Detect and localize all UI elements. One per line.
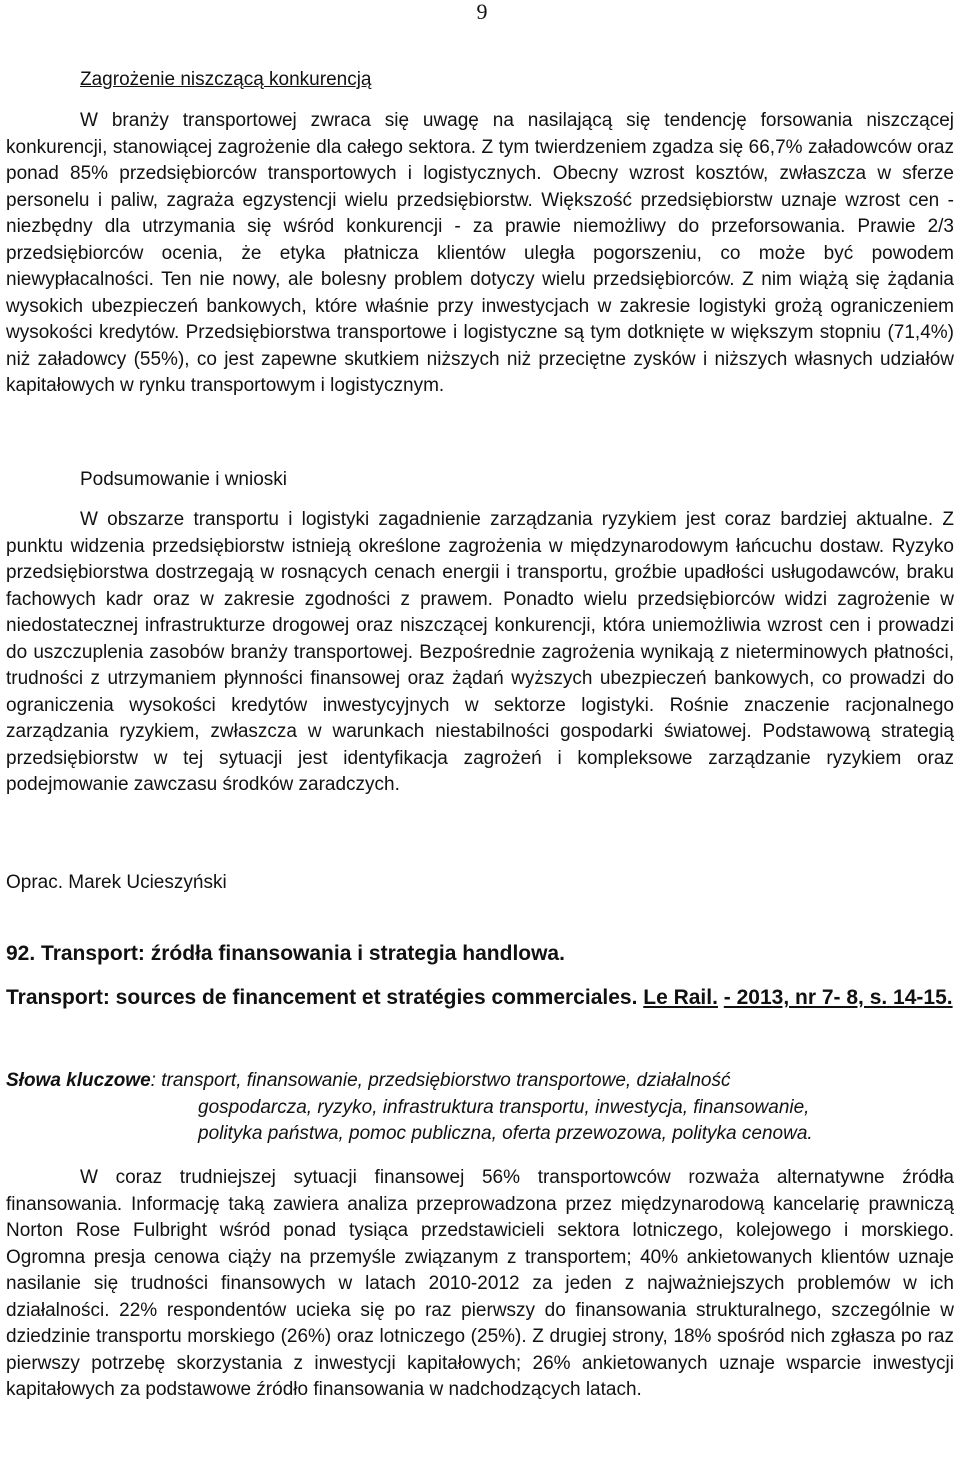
article-title-polish: 92. Transport: źródła finansowania i strategia handlowa. — [6, 942, 565, 965]
section-heading-competition: Zagrożenie niszczącą konkurencją — [80, 69, 372, 90]
source-details: - 2013, nr 7- 8, s. 14-15. — [723, 986, 953, 1009]
source-journal-name: Le Rail. — [643, 986, 718, 1009]
keywords-line-1: : transport, finansowanie, przedsiębiorstwo transportowe, działalność — [150, 1070, 731, 1091]
keywords-label: Słowa kluczowe — [6, 1070, 151, 1091]
keywords — [6, 1068, 956, 1148]
keywords-line-3: polityka państwa, pomoc publiczna, oferta przewozowa, polityka cenowa. — [198, 1123, 813, 1144]
article-paragraph: W coraz trudniejszej sytuacji finansowej 56% transportowców rozważa alternatywne źródła finansowania. Informację taką zawiera analiza przeprowadzona przez międzynarodową kancelarię prawniczą Norton Rose Fulbright wśród ponad tysiąca przedstawicieli sektora lotniczego, kolejowego i morskiego. Ogromna presja cenowa ciąży na przemyśle związanym z transportem; 40% ankietowanych klientów uznaje nasilanie się trudności finansowych w latach 2010-2012 za jeden z najważniejszych problemów w ich działalności. 22% respondentów ucieka się po raz pierwszy do finansowania strukturalnego, szczególnie w dziedzinie transportu morskiego (26%) oraz lotniczego (25%). Z drugiej strony, 18% spośród nich zgłasza po raz pierwszy potrzebę skorzystania z inwestycji kapitałowych; 26% ankietowanych uznaje wsparcie inwestycji kapitałowych za podstawowe źródło finansowania w nadchodzących latach. — [6, 1167, 954, 1400]
article-citation — [6, 984, 956, 1011]
keywords-line-2: gospodarcza, ryzyko, infrastruktura transportu, inwestycja, finansowanie, — [198, 1096, 810, 1118]
page-number: 9 — [476, 0, 488, 24]
article-title-french: Transport: sources de financement et stratégies commerciales. — [6, 986, 638, 1009]
author-signature: Oprac. Marek Ucieszyński — [6, 872, 227, 893]
competition-paragraph: W branży transportowej zwraca się uwagę na nasilającą się tendencję forsowania niszczącej konkurencji, stanowiącej zagrożenie dla całego sektora. Z tym twierdzeniem zgadza się 66,7% załadowców oraz ponad 85% przedsiębiorców transportowych i logistycznych. Obecny wzrost kosztów, zwłaszcza w sferze personelu i paliw, zagraża egzystencji wielu przedsiębiorstw. Większość przedsiębiorstw uznaje wzrost cen - niezbędny dla utrzymania się wśród konkurencji - za prawie niemożliwy do przeforsowania. Prawie 2/3 przedsiębiorców ocenia, że etyka płatnicza klientów uległa pogorszeniu, co może być powodem niewypłacalności. Ten nie nowy, ale bolesny problem dotyczy wielu przedsiębiorców. Z nim wiążą się żądania wysokich ubezpieczeń bankowych, które właśnie przy inwestycjach w zakresie logistyki grożą ograniczeniem wysokości kredytów. Przedsiębiorstwa transportowe i logistyczne są tym dotknięte w większym stopniu (71,4%) niż załadowcy (55%), co jest zapewne skutkiem niższych niż przeciętne zysków i niższych własnych udziałów kapitałowych w rynku transportowym i logistycznym. — [6, 110, 954, 396]
summary-paragraph: W obszarze transportu i logistyki zagadnienie zarządzania ryzykiem jest coraz bardziej aktualne. Z punktu widzenia przedsiębiorstw istnieją określone zagrożenia w międzynarodowym łańcuchu dostaw. Ryzyko przedsiębiorstwa dostrzegają w rosnących cenach energii i transportu, groźbie upadłości usługodawców, braku fachowych kadr oraz w zakresie zgodności z prawem. Ponadto wielu przedsiębiorców widzi zagrożenie w niedostatecznej infrastrukturze drogowej oraz niszczącej konkurencji, która uniemożliwia wzrost cen i prowadzi do uszczuplenia zasobów branży transportowej. Bezpośrednie zagrożenia wynikają z nieterminowych płatności, trudności z utrzymaniem płynności finansowej oraz żądań wyższych ubezpieczeń bankowych, co prowadzi do ograniczenia wysokości kredytów inwestycyjnych w sektorze logistyki. Rośnie znaczenie racjonalnego zarządzania ryzykiem, zwłaszcza w warunkach niestabilności gospodarki światowej. Podstawową strategią przedsiębiorstw w tej sytuacji jest identyfikacja zagrożeń i kompleksowe zarządzanie ryzykiem oraz podejmowanie zawczasu środków zaradczych. — [6, 509, 954, 795]
section-heading-summary: Podsumowanie i wnioski — [80, 469, 287, 490]
